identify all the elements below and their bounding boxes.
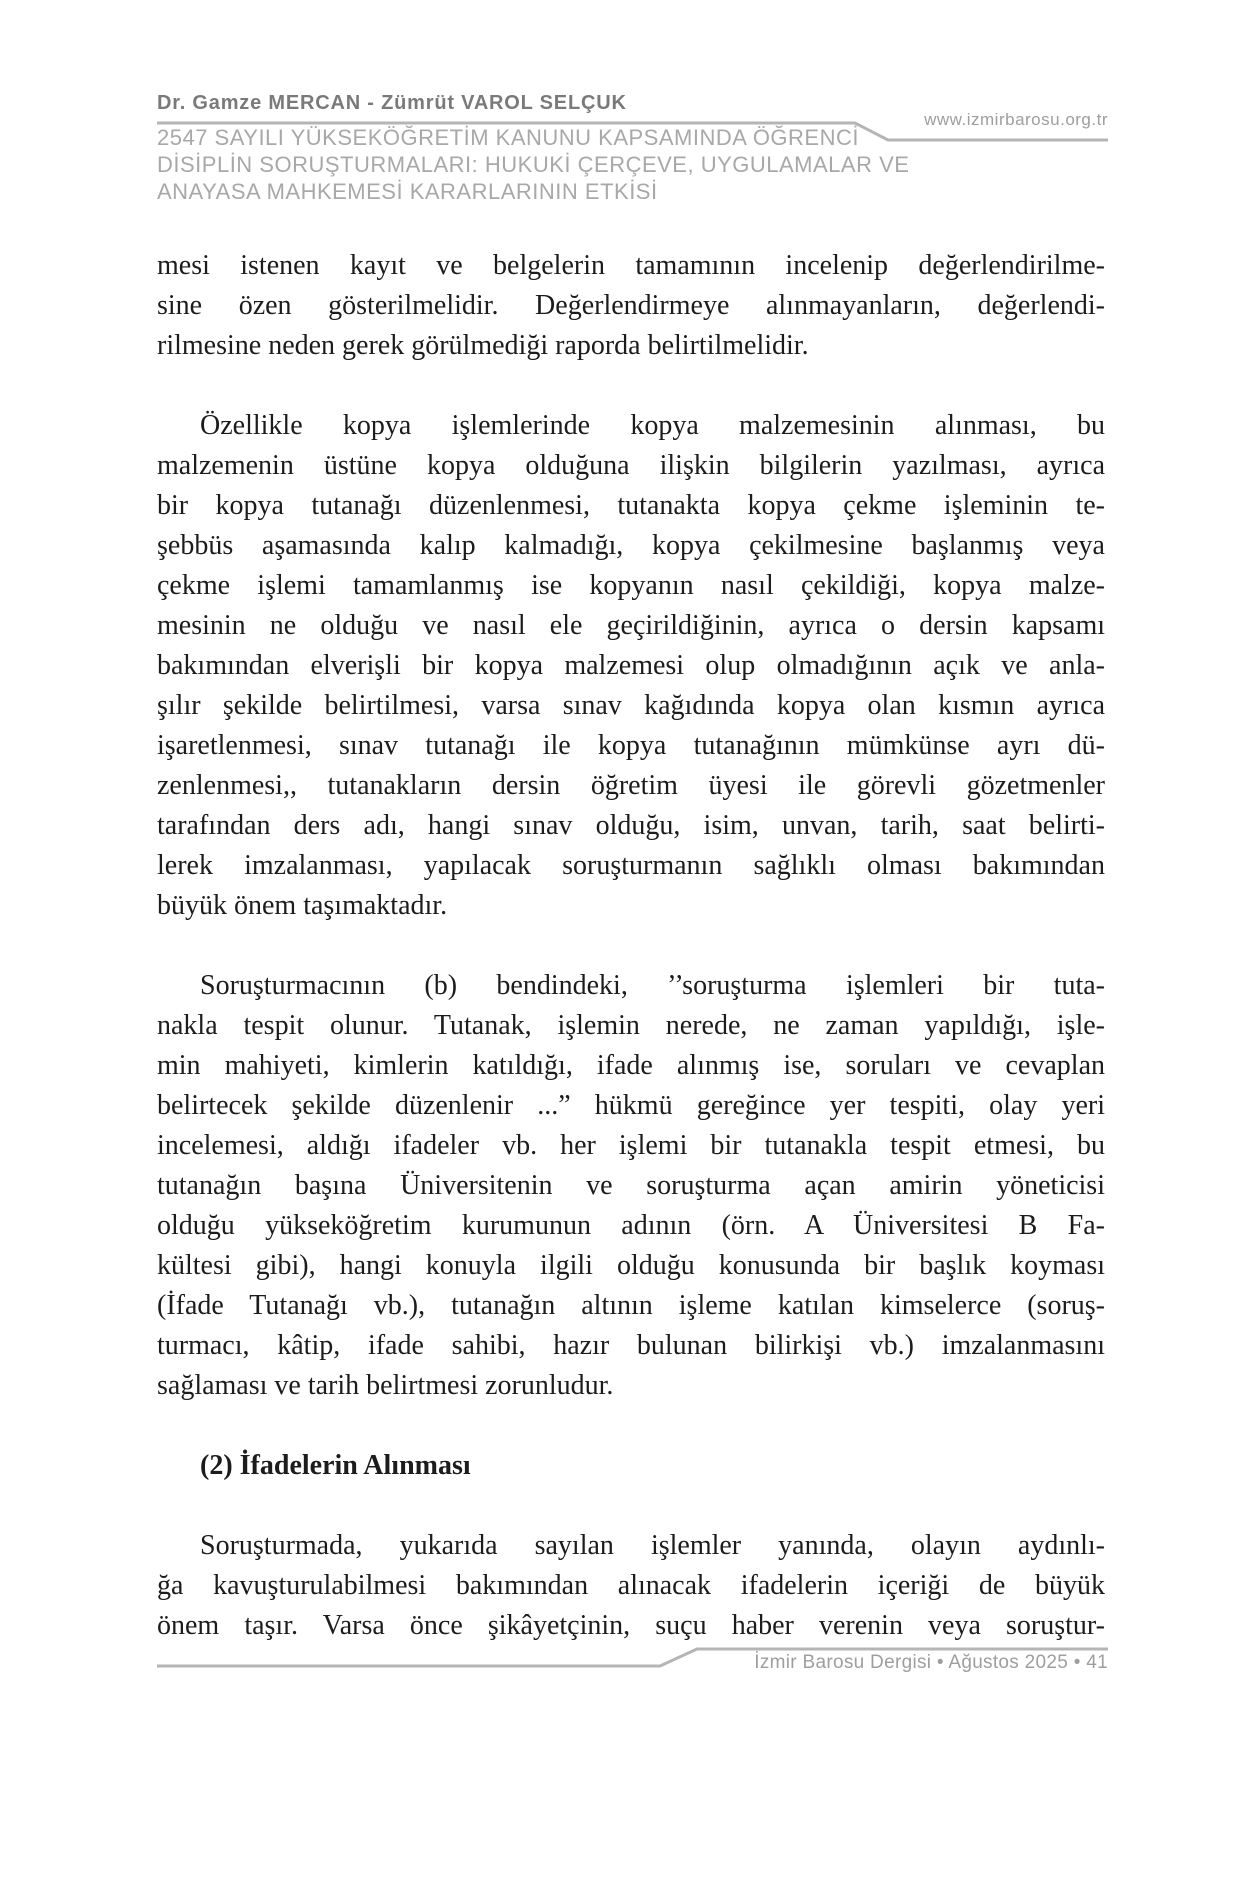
paragraph-line: şebbüs aşamasında kalıp kalmadığı, kopya çekilmesine başlanmış veya xyxy=(157,530,1105,561)
paragraph-line: sağlaması ve tarih belirtmesi zorunludur. xyxy=(157,1370,614,1401)
paragraph-line: tarafından ders adı, hangi sınav olduğu, isim, unvan, tarih, saat belirti- xyxy=(157,810,1105,841)
paragraph-line: belirtecek şekilde düzenlenir ...” hükmü gereğince yer tespiti, olay yeri xyxy=(157,1090,1105,1121)
body-text xyxy=(157,246,1105,1686)
paragraph-line: tutanağın başına Üniversitenin ve soruşturma açan amirin yöneticisi xyxy=(157,1170,1105,1201)
paragraph-line: turmacı, kâtip, ifade sahibi, hazır bulunan bilirkişi vb.) imzalanmasını xyxy=(157,1330,1105,1361)
paragraph xyxy=(157,406,1105,926)
paragraph-line: işaretlenmesi, sınav tutanağı ile kopya tutanağının mümkünse ayrı dü- xyxy=(157,730,1105,761)
section-heading: (2) İfadelerin Alınması xyxy=(200,1450,471,1481)
paragraph-line: sine özen gösterilmelidir. Değerlendirmeye alınmayanların, değerlendi- xyxy=(157,290,1105,321)
paragraph-line: ğa kavuşturulabilmesi bakımından alınacak ifadelerin içeriği de büyük xyxy=(157,1570,1105,1601)
paragraph-line: mesinin ne olduğu ve nasıl ele geçirildiğinin, ayrıca o dersin kapsamı xyxy=(157,610,1105,641)
paragraph-line: nakla tespit olunur. Tutanak, işlemin nerede, ne zaman yapıldığı, işle- xyxy=(157,1010,1105,1041)
paragraph-line: büyük önem taşımaktadır. xyxy=(157,890,448,921)
paragraph-line: Soruşturmada, yukarıda sayılan işlemler yanında, olayın aydınlı- xyxy=(200,1530,1105,1561)
footer-journal-line: İzmir Barosu Dergisi • Ağustos 2025 • 41 xyxy=(754,1652,1108,1673)
paragraph-line: kültesi gibi), hangi konuyla ilgili olduğu konusunda bir başlık koyması xyxy=(157,1250,1105,1281)
paragraph-line: bakımından elverişli bir kopya malzemesi olup olmadığının açık ve anla- xyxy=(157,650,1105,681)
paragraph-line: min mahiyeti, kimlerin katıldığı, ifade alınmış ise, soruları ve cevaplan xyxy=(157,1050,1105,1081)
paragraph-line: mesi istenen kayıt ve belgelerin tamamının incelenip değerlendirilme- xyxy=(157,250,1105,281)
paragraph-line: malzemenin üstüne kopya olduğuna ilişkin bilgilerin yazılması, ayrıca xyxy=(157,450,1105,481)
paragraph-line: Soruşturmacının (b) bendindeki, ’’soruşturma işlemleri bir tuta- xyxy=(200,970,1105,1001)
paragraph-line: olduğu yükseköğretim kurumunun adının (örn. A Üniversitesi B Fa- xyxy=(157,1210,1105,1241)
paragraph-line: (İfade Tutanağı vb.), tutanağın altının işleme katılan kimselerce (soruş- xyxy=(157,1290,1105,1321)
paragraph-line: lerek imzalanması, yapılacak soruşturmanın sağlıklı olması bakımından xyxy=(157,850,1105,881)
website-url: www.izmirbarosu.org.tr xyxy=(924,110,1108,129)
paragraph-line: önem taşır. Varsa önce şikâyetçinin, suçu haber verenin veya soruştur- xyxy=(157,1610,1105,1641)
paragraph-line: bir kopya tutanağı düzenlenmesi, tutanakta kopya çekme işleminin te- xyxy=(157,490,1105,521)
paragraph-line: incelemesi, aldığı ifadeler vb. her işlemi bir tutanakla tespit etmesi, bu xyxy=(157,1130,1105,1161)
title-line: 2547 SAYILI YÜKSEKÖĞRETİM KANUNU KAPSAMINDA ÖĞRENCİ xyxy=(157,125,859,150)
paragraph xyxy=(157,246,1105,366)
paragraph xyxy=(157,1526,1105,1646)
paragraph xyxy=(157,966,1105,1406)
paragraph-line: çekme işlemi tamamlanmış ise kopyanın nasıl çekildiği, kopya malze- xyxy=(157,570,1105,601)
paragraph-line: zenlenmesi,, tutanakların dersin öğretim üyesi ile görevli gözetmenler xyxy=(157,770,1105,801)
title-line: ANAYASA MAHKEMESİ KARARLARININ ETKİSİ xyxy=(157,179,658,204)
article-title xyxy=(157,124,937,205)
paragraph-line: Özellikle kopya işlemlerinde kopya malzemesinin alınması, bu xyxy=(200,410,1105,441)
paragraph-line: şılır şekilde belirtilmesi, varsa sınav kağıdında kopya olan kısmın ayrıca xyxy=(157,690,1105,721)
authors-line: Dr. Gamze MERCAN - Zümrüt VAROL SELÇUK xyxy=(157,92,627,114)
title-line: DİSİPLİN SORUŞTURMALARI: HUKUKİ ÇERÇEVE, UYGULAMALAR VE xyxy=(157,152,910,177)
paragraph-line: rilmesine neden gerek görülmediği raporda belirtilmelidir. xyxy=(157,330,809,361)
